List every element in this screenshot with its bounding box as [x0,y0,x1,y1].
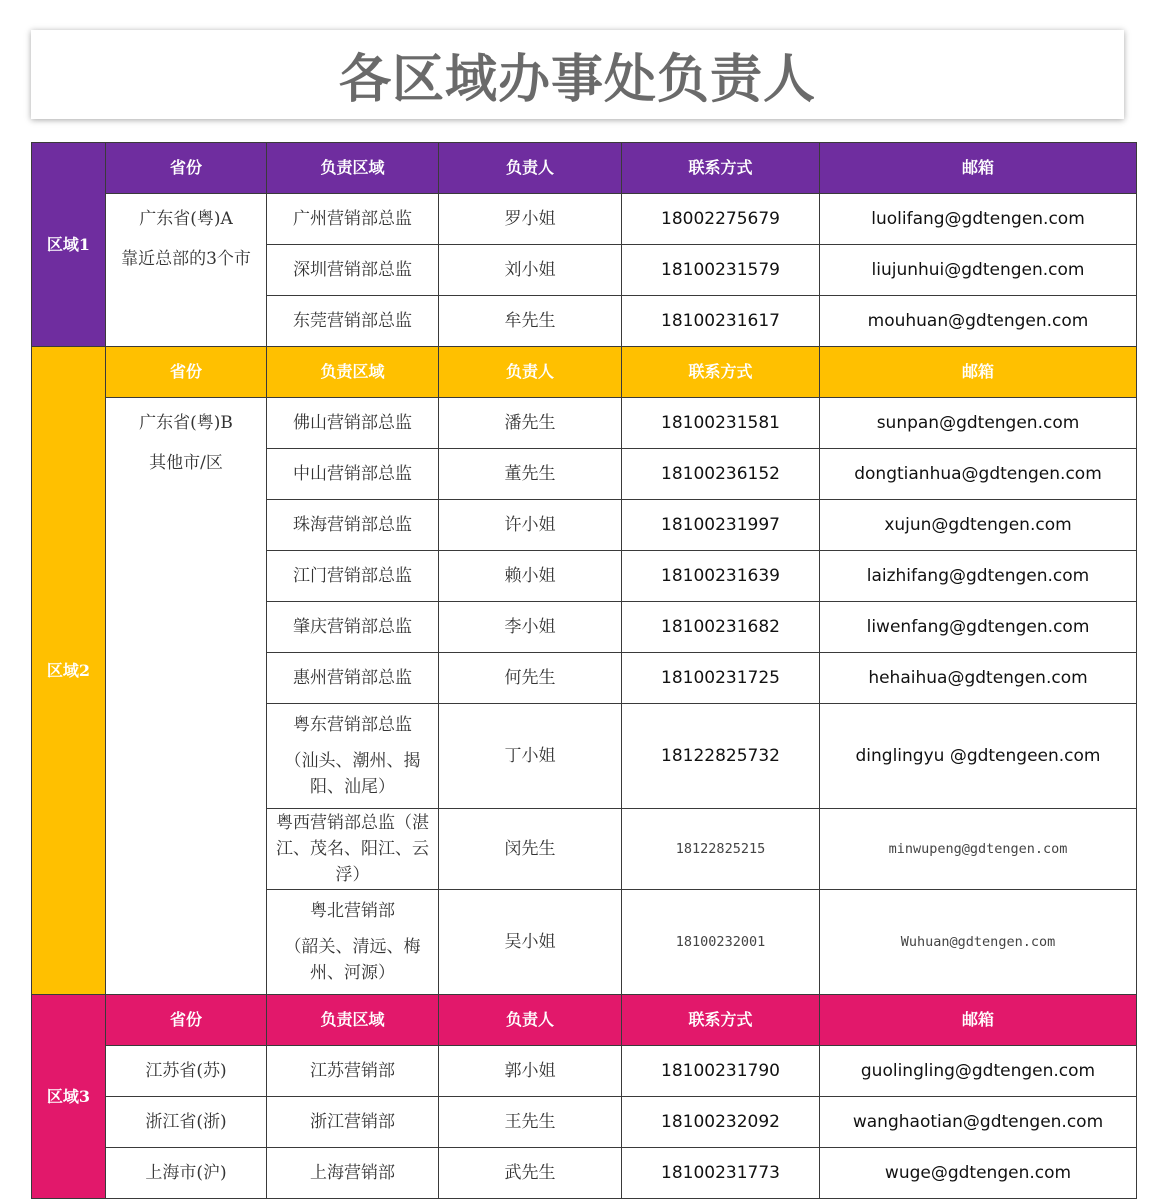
page-title: 各区域办事处负责人 [338,50,816,110]
email-cell: luolifang@gdtengen.com [820,194,1137,245]
area-cell: 粤西营销部总监（湛江、茂名、阳江、云浮） [267,809,439,890]
region1-province: 广东省(粤)A [139,209,233,229]
area-subtitle: （汕头、潮州、揭阳、汕尾） [284,751,421,797]
region2-header-row [32,347,1137,398]
table-row [32,194,1137,245]
email-cell: wanghaotian@gdtengen.com [820,1097,1137,1148]
phone-cell: 18100231997 [622,500,820,551]
phone-cell: 18100231725 [622,653,820,704]
phone-cell: 18122825732 [622,704,820,809]
table-row [32,1097,1137,1148]
area-cell: 佛山营销部总监 [267,398,439,449]
header-email: 邮箱 [820,347,1137,398]
area-cell: 江门营销部总监 [267,551,439,602]
person-cell: 赖小姐 [439,551,622,602]
person-cell: 何先生 [439,653,622,704]
title-banner [31,30,1124,119]
area-cell: 肇庆营销部总监 [267,602,439,653]
area-cell: 广州营销部总监 [267,194,439,245]
area-cell: 东莞营销部总监 [267,296,439,347]
header-province: 省份 [106,347,267,398]
area-title: 粤北营销部 [310,901,395,921]
email-cell: hehaihua@gdtengen.com [820,653,1137,704]
region1-header-row [32,143,1137,194]
header-province: 省份 [106,143,267,194]
header-province: 省份 [106,995,267,1046]
header-email: 邮箱 [820,143,1137,194]
header-area: 负责区域 [267,347,439,398]
phone-cell: 18122825215 [622,809,820,890]
phone-cell: 18100236152 [622,449,820,500]
area-cell: 浙江营销部 [267,1097,439,1148]
header-phone: 联系方式 [622,347,820,398]
area-cell: 上海营销部 [267,1148,439,1199]
header-phone: 联系方式 [622,143,820,194]
region3-label: 区域3 [32,995,106,1199]
province-cell: 江苏省(苏) [106,1046,267,1097]
person-cell: 郭小姐 [439,1046,622,1097]
phone-cell: 18100231773 [622,1148,820,1199]
region3-header-row [32,995,1137,1046]
table-row [32,398,1137,449]
person-cell: 罗小姐 [439,194,622,245]
phone-cell: 18100231639 [622,551,820,602]
phone-cell: 18100231617 [622,296,820,347]
email-cell: dinglingyu @gdtengeen.com [820,704,1137,809]
header-phone: 联系方式 [622,995,820,1046]
province-cell: 浙江省(浙) [106,1097,267,1148]
area-cell: 中山营销部总监 [267,449,439,500]
person-cell: 牟先生 [439,296,622,347]
person-cell: 李小姐 [439,602,622,653]
person-cell: 刘小姐 [439,245,622,296]
person-cell: 武先生 [439,1148,622,1199]
email-cell: laizhifang@gdtengen.com [820,551,1137,602]
email-cell: minwupeng@gdtengen.com [820,809,1137,890]
email-cell: sunpan@gdtengen.com [820,398,1137,449]
phone-cell: 18100231579 [622,245,820,296]
email-cell: wuge@gdtengen.com [820,1148,1137,1199]
header-email: 邮箱 [820,995,1137,1046]
header-area: 负责区域 [267,143,439,194]
phone-cell: 18100232092 [622,1097,820,1148]
person-cell: 董先生 [439,449,622,500]
region2-label: 区域2 [32,347,106,995]
header-area: 负责区域 [267,995,439,1046]
header-person: 负责人 [439,143,622,194]
phone-cell: 18002275679 [622,194,820,245]
area-cell [267,890,439,995]
header-person: 负责人 [439,995,622,1046]
person-cell: 王先生 [439,1097,622,1148]
person-cell: 闵先生 [439,809,622,890]
phone-cell: 18100231682 [622,602,820,653]
person-cell: 潘先生 [439,398,622,449]
email-cell: guolingling@gdtengen.com [820,1046,1137,1097]
email-cell: xujun@gdtengen.com [820,500,1137,551]
area-subtitle: （韶关、清远、梅州、河源） [284,937,421,983]
area-cell: 珠海营销部总监 [267,500,439,551]
region2-province: 广东省(粤)B [139,413,233,433]
person-cell: 许小姐 [439,500,622,551]
area-cell: 江苏营销部 [267,1046,439,1097]
table-row [32,1046,1137,1097]
person-cell: 丁小姐 [439,704,622,809]
region1-province-note: 靠近总部的3个市 [121,249,251,269]
email-cell: mouhuan@gdtengen.com [820,296,1137,347]
phone-cell: 18100231581 [622,398,820,449]
region2-province-cell [106,398,267,995]
email-cell: liwenfang@gdtengen.com [820,602,1137,653]
table-row [32,1148,1137,1199]
email-cell: dongtianhua@gdtengen.com [820,449,1137,500]
area-title: 粤东营销部总监 [293,715,412,735]
area-cell: 深圳营销部总监 [267,245,439,296]
email-cell: liujunhui@gdtengen.com [820,245,1137,296]
region1-province-cell [106,194,267,347]
phone-cell: 18100231790 [622,1046,820,1097]
header-person: 负责人 [439,347,622,398]
area-cell [267,704,439,809]
person-cell: 吴小姐 [439,890,622,995]
contacts-table [31,142,1137,1199]
email-cell: Wuhuan@gdtengen.com [820,890,1137,995]
province-cell: 上海市(沪) [106,1148,267,1199]
region1-label: 区域1 [32,143,106,347]
region2-province-note: 其他市/区 [149,453,223,473]
phone-cell: 18100232001 [622,890,820,995]
area-cell: 惠州营销部总监 [267,653,439,704]
